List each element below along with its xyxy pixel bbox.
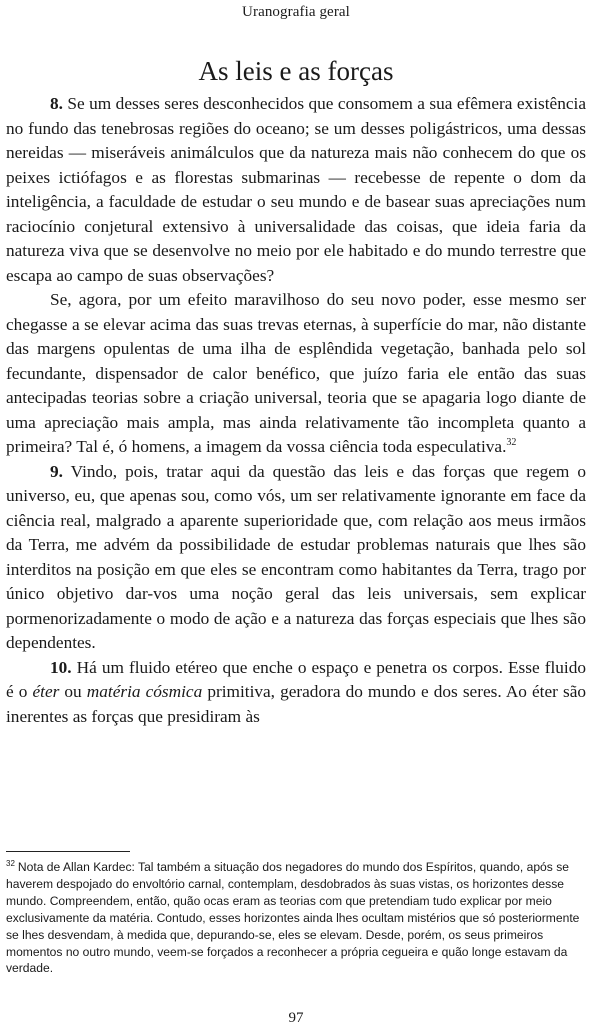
body-text [6,92,586,729]
paragraph-number: 8. [50,94,63,113]
paragraph-10 [6,656,586,730]
footnote [6,859,588,977]
paragraph-text: Vindo, pois, tratar aqui da questão das leis e das forças que regem o universo, eu, que apenas sou, como vós, um ser relativamente ignorante em face da ciência real, malgrado a aparente superioridade que, com relação aos meus irmãos da Terra, me advém da possibilidade de estudar problemas naturais que lhes são interditos na posição em que eles se encontram como habitantes da Terra, trago por único objetivo dar-vos uma noção geral das leis universais, sem explicar pormenorizadamente o modo de ação e a natureza das forças especiais que lhes são dependentes. [6,461,586,652]
footnote-divider [6,851,130,852]
paragraph-number: 10. [50,657,72,677]
emphasis-eter: éter [32,682,60,701]
paragraph-text: ou [59,682,87,701]
paragraph-number: 9. [50,461,63,481]
paragraph-text: Há um fluido etéreo que enche o espaço e penetra os corpos. Esse fluido é o [6,657,586,701]
paragraph-text: primitiva, geradora do mundo e dos seres. Ao éter são inerentes as forças que presidiram às [6,682,587,726]
emphasis-materia-cosmica: matéria cósmica [86,682,203,701]
paragraph-8-continued [6,288,586,460]
page-number: 97 [288,1010,304,1026]
section-title: As leis e as forças [198,56,394,86]
footnote-reference: 32 [506,437,517,449]
footnote-text: Nota de Allan Kardec: Tal também a situação dos negadores do mundo dos Espíritos, quando, após se haverem despojado do envoltório carnal, contemplam, desdobrados às suas vistas, os horizontes desse mundo. Compreendem, então, quão ocas eram as teorias com que pretendiam tudo explicar por meio exclusivamente da matéria. Contudo, esses horizontes ainda lhes ocultam mistérios que só posteriormente se lhes desvendam, à medida que, depurando-se, eles se elevam. Desde, porém, os seus primeiros momentos no outro mundo, veem-se forçados a reconhecer a própria cegueira e quão longe estavam da verdade. [6,860,580,976]
paragraph-8 [6,92,586,288]
paragraph-text: Se um desses seres desconhecidos que consomem a sua efêmera existência no fundo das tenebrosas regiões do oceano; se um desses poligástricos, uma dessas nereidas — miseráveis animálculos que da natureza mais não conhecem do que os peixes ictiófagos e as florestas submarinas — recebesse de repente o dom da inteligência, a faculdade de estudar o seu mundo e de basear suas apreciações num raciocínio conjetural extensivo à universalidade das coisas, que ideia faria da natureza viva que se desenvolve no meio por ele habitado e do mundo terrestre que escapa ao campo de suas observações? [6,94,586,285]
footnote-marker: 32 [6,858,15,868]
running-head: Uranografia geral [242,4,350,20]
paragraph-9 [6,460,586,656]
paragraph-text: Se, agora, por um efeito maravilhoso do seu novo poder, esse mesmo ser chegasse a se elevar acima das suas trevas eternas, à superfície do mar, não distante das margens opulentas de uma ilha de esplêndida vegetação, banhada pelo sol fecundante, dispensador de calor benéfico, que juízo faria ele então das suas antecipadas teorias sobre a criação universal, teoria que se apagaria logo diante de uma apreciação mais ampla, mas ainda relativamente tão incompleta quanto a primeira? Tal é, ó homens, a imagem da vossa ciência toda especulativa. [6,290,586,456]
